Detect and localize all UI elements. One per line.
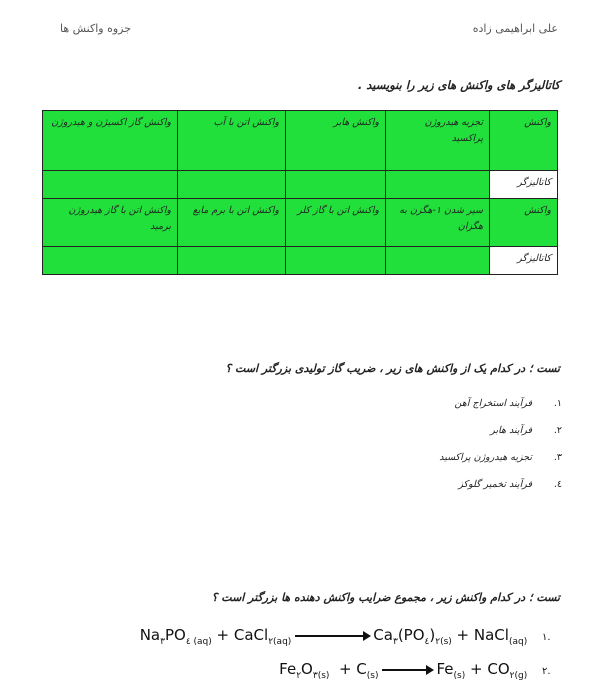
reaction-1-equation: $Na_۳PO_{٤ (aq)}$ + CaCl$_{۲(aq)}$ $Ca_۳(PO_٤)_{۲(s)}$ + NaCl$_{(aq)}$ (139, 626, 528, 647)
table-cell: واکنش گاز اکسیژن و هیدروژن (43, 111, 178, 171)
table-cell-blank[interactable] (43, 247, 178, 275)
list-item[interactable] (262, 479, 562, 506)
reaction-number: ۱. (542, 632, 551, 643)
option-number: ۲. (553, 425, 562, 436)
option-number: ٤. (553, 479, 562, 490)
table-cell: واکنش (490, 199, 558, 247)
table-instruction: کاتالیزگر های واکنش های زیر را بنویسید . (357, 78, 560, 92)
question-2: تست ؛ در کدام واکنش زیر ، مجموع ضرایب واکنش دهنده ها بزرگتر است ؟ (211, 591, 560, 604)
table-cell: واکنش اتن با آب (178, 111, 286, 171)
option-text: فرآیند هابر (490, 425, 532, 436)
table-cell-blank[interactable] (178, 171, 286, 199)
table-cell-blank[interactable] (386, 171, 490, 199)
option-text: فرآیند استخراج آهن (454, 398, 532, 409)
table-cell: واکنش (490, 111, 558, 171)
question-1-options (262, 398, 562, 506)
header-author: علی ابراهیمی زاده (472, 22, 558, 35)
table-cell-blank[interactable] (286, 171, 386, 199)
table-cell: واکنش هابر (286, 111, 386, 171)
option-number: ۳. (553, 452, 562, 463)
table-cell: کاتالیزگر (490, 247, 558, 275)
table-cell: واکنش اتن با گاز کلر (286, 199, 386, 247)
list-item[interactable] (262, 398, 562, 425)
list-item[interactable] (262, 425, 562, 452)
header-title: جزوه واکنش ها (60, 22, 132, 35)
reaction-arrow-icon (295, 635, 369, 637)
table-cell-blank[interactable] (43, 171, 178, 199)
table-cell-blank[interactable] (386, 247, 490, 275)
table-row (43, 199, 558, 247)
option-text: فرآیند تخمیر گلوکز (458, 479, 532, 490)
table-cell-blank[interactable] (286, 247, 386, 275)
table-cell: واکنش اتن با برم مایع (178, 199, 286, 247)
reaction-2[interactable] (40, 660, 560, 681)
reaction-2-equation: $Fe_۲O_{۳(s)} + C_{(s)}$ $Fe_{(s)} + CO_{۲(g)}$ (279, 660, 528, 681)
reaction-number: ۲. (542, 666, 551, 677)
list-item[interactable] (262, 452, 562, 479)
table-row (43, 247, 558, 275)
table-cell: سیر شدن ۱-هگزن به هگزان (386, 199, 490, 247)
question-1: تست ؛ در کدام یک از واکنش های زیر ، ضریب گاز تولیدی بزرگتر است ؟ (225, 362, 560, 375)
option-text: تجزیه هیدروژن پراکسید (439, 452, 532, 463)
table-cell: واکنش اتن با گاز هیدروژن برمید (43, 199, 178, 247)
option-number: ۱. (553, 398, 562, 409)
table-cell: تجزیه هیدروژن پراکسید (386, 111, 490, 171)
catalyst-table (42, 110, 558, 275)
table-row (43, 111, 558, 171)
table-cell: کاتالیزگر (490, 171, 558, 199)
table-row (43, 171, 558, 199)
reaction-1[interactable] (40, 626, 560, 647)
table-cell-blank[interactable] (178, 247, 286, 275)
reaction-arrow-icon (382, 669, 432, 671)
